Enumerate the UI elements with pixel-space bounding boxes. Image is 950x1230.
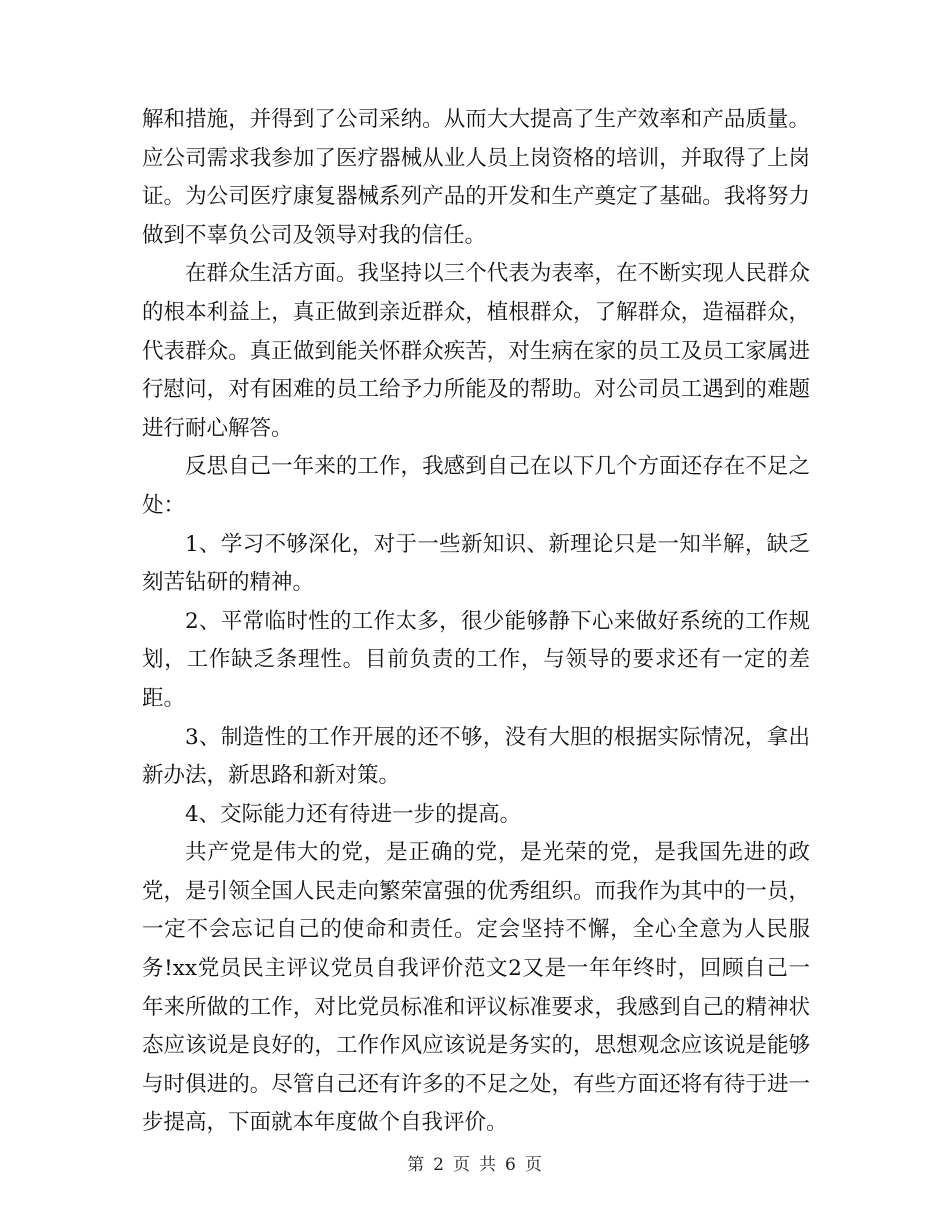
footer-suffix: 页 xyxy=(524,1155,543,1175)
list-item-4: 4、交际能力还有待进一步的提高。 xyxy=(185,801,522,827)
paragraph-2: 在群众生活方面。我坚持以三个代表为表率，在不断实现人民群众的根本利益上，真正做到亲近群众，植根群众，了解群众，造福群众，代表群众。真正做到能关怀群众疾苦，对生病在家的员工及员工家属进行慰问，对有困难的员工给予力所能及的帮助。对公司员工遇到的难题进行耐心解答。 xyxy=(142,261,810,441)
footer-page-number: 2 xyxy=(433,1155,445,1175)
paragraph-closing: 共产党是伟大的党，是正确的党，是光荣的党，是我国先进的政党，是引领全国人民走向繁荣富强的优秀组织。而我作为其中的一员，一定不会忘记自己的使命和责任。定会坚持不懈，全心全意为人民服务!xx党员民主评议党员自我评价范文2又是一年年终时，回顾自己一年来所做的工作，对比党员标准和评议标准要求，我感到自己的精神状态应该说是良好的，工作作风应该说是务实的，思想观念应该说是能够与时俱进的。尽管自己还有许多的不足之处，有些方面还将有待于进一步提高，下面就本年度做个自我评价。 xyxy=(142,840,810,1136)
list-item-3: 3、制造性的工作开展的还不够，没有大胆的根据实际情况，拿出新办法，新思路和新对策。 xyxy=(142,724,810,789)
footer-total-pages: 6 xyxy=(505,1155,517,1175)
footer-total-label: 共 xyxy=(479,1155,497,1175)
paragraph-1: 解和措施，并得到了公司采纳。从而大大提高了生产效率和产品质量。应公司需求我参加了医疗器械从业人员上岗资格的培训，并取得了上岗证。为公司医疗康复器械系列产品的开发和生产奠定了基础。我将努力做到不辜负公司及领导对我的信任。 xyxy=(142,107,810,248)
footer-page-label: 页 xyxy=(453,1155,471,1175)
list-item-2: 2、平常临时性的工作太多，很少能够静下心来做好系统的工作规划，工作缺乏条理性。目前负责的工作，与领导的要求还有一定的差距。 xyxy=(142,608,810,711)
list-item-1: 1、学习不够深化，对于一些新知识、新理论只是一知半解，缺乏刻苦钻研的精神。 xyxy=(142,531,810,596)
page-footer xyxy=(0,1150,950,1175)
paragraph-3: 反思自己一年来的工作，我感到自己在以下几个方面还存在不足之处： xyxy=(142,454,810,518)
footer-prefix: 第 xyxy=(407,1155,426,1175)
document-body xyxy=(142,101,810,1143)
